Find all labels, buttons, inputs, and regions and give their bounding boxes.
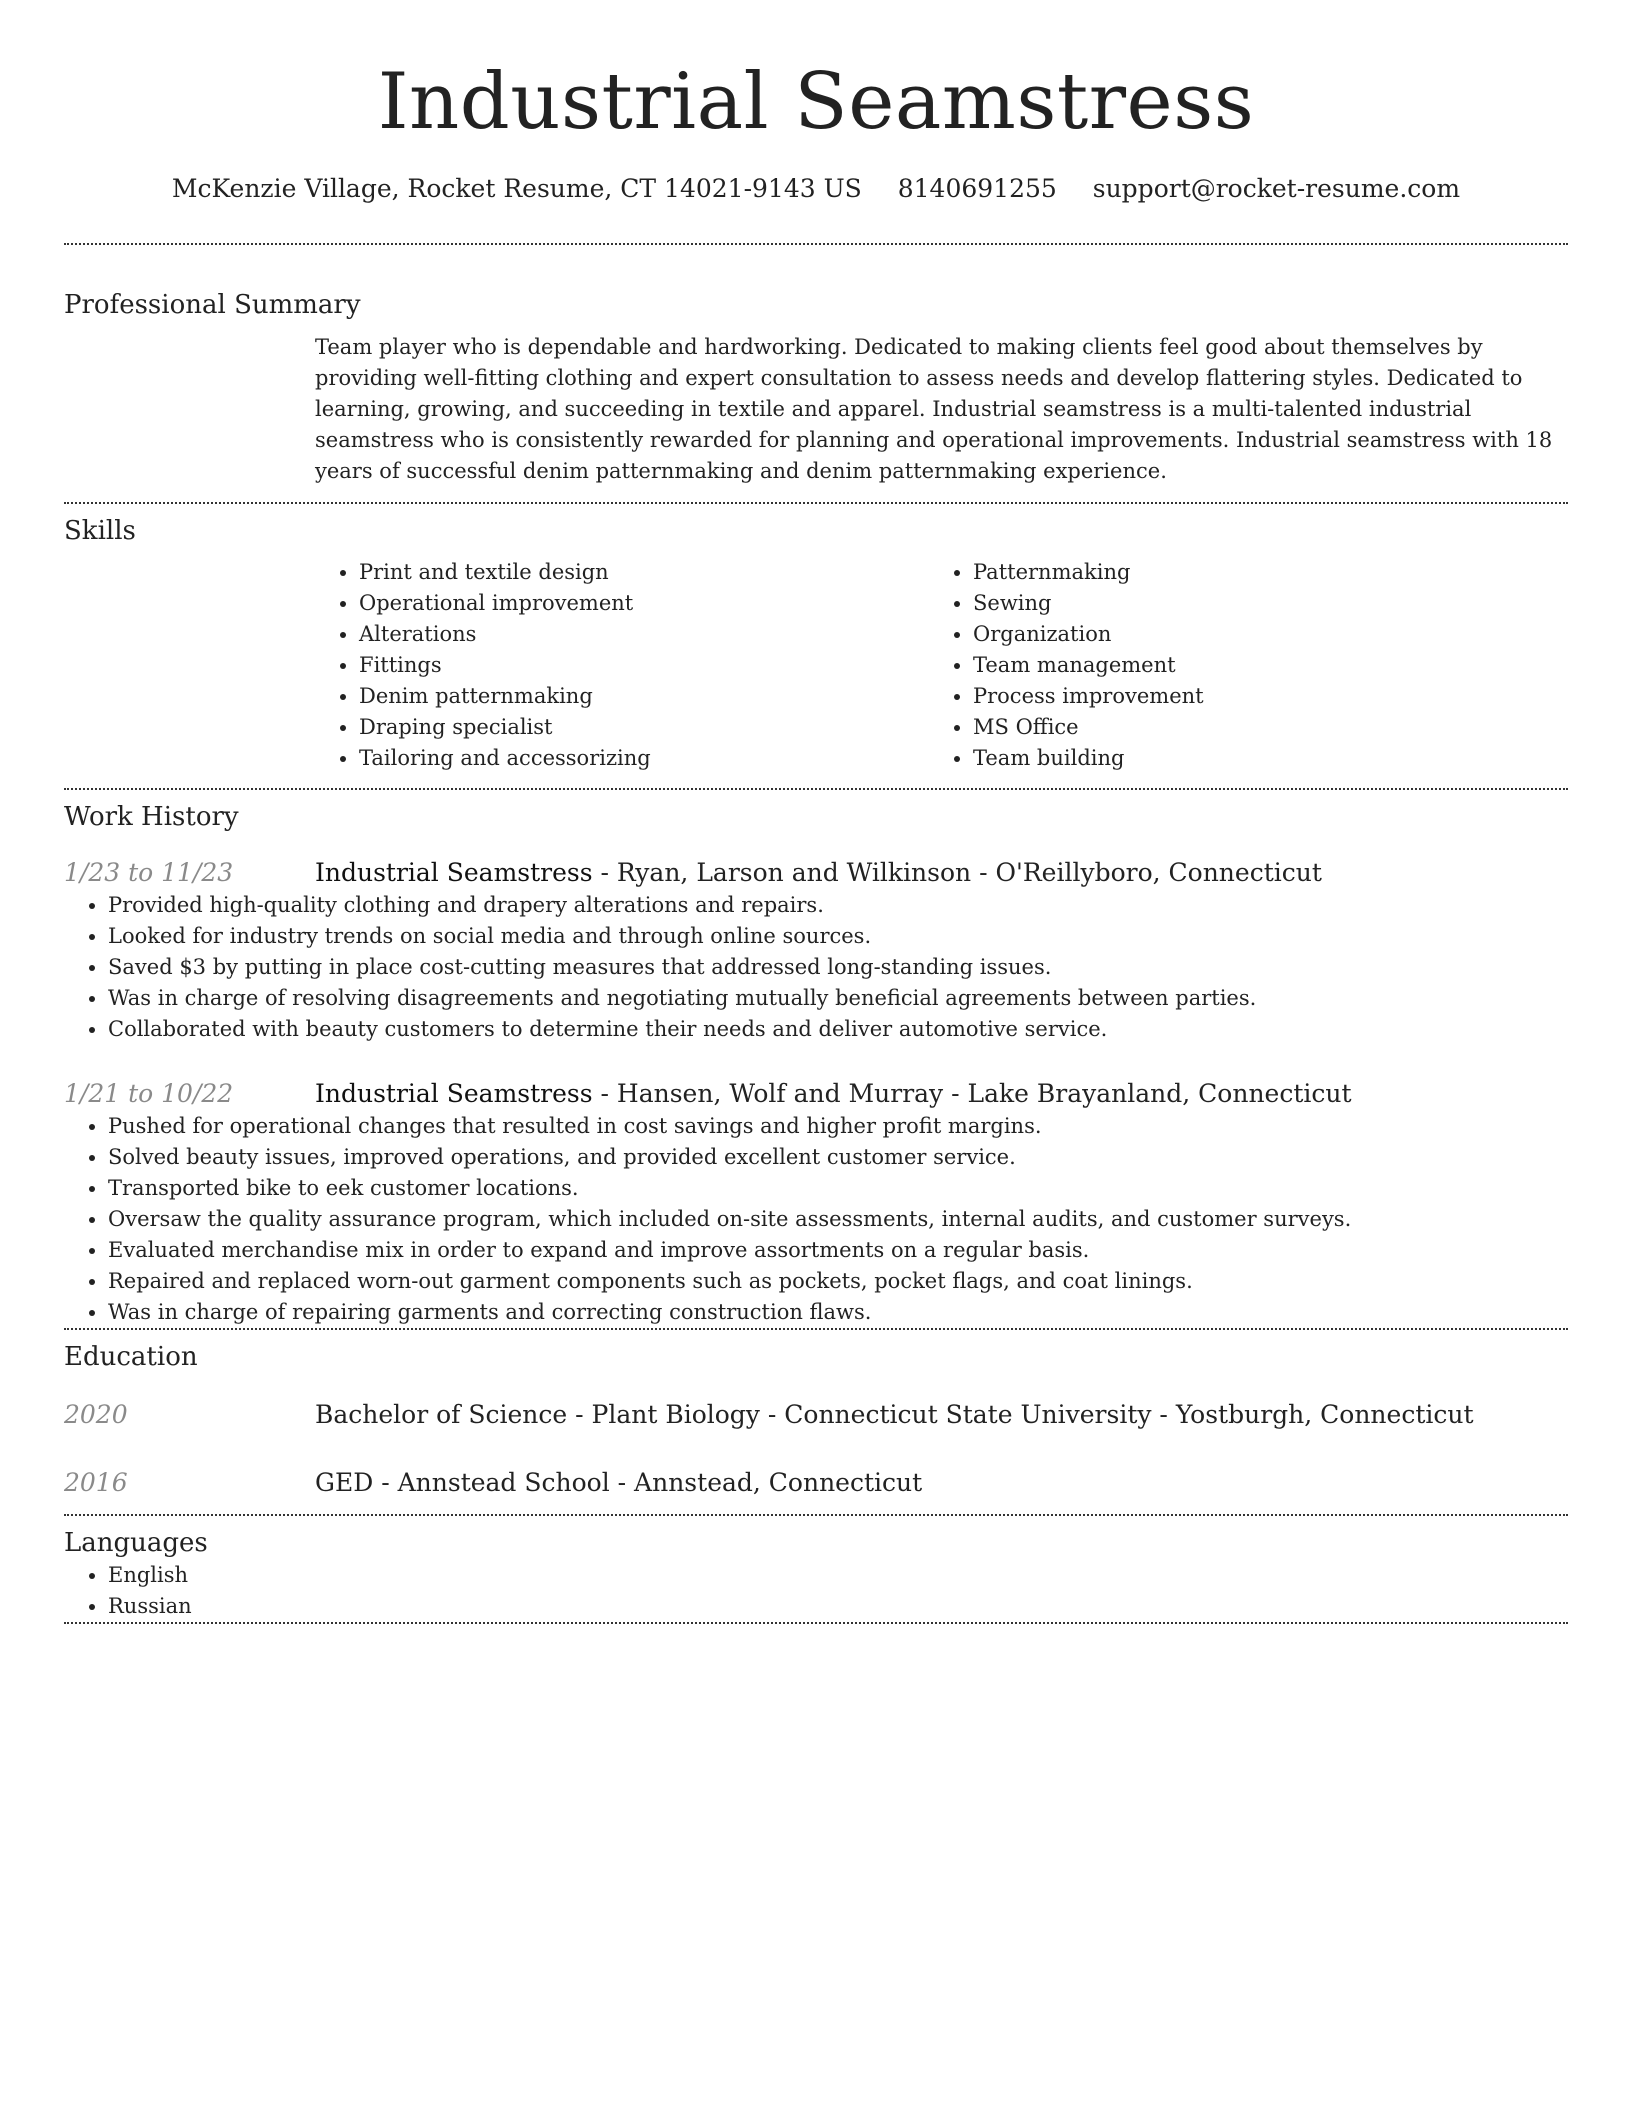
skill-item: • Alterations	[359, 619, 929, 650]
section-divider	[64, 243, 1568, 245]
skills-section-title: Skills	[64, 516, 136, 546]
skill-item: • Sewing	[973, 588, 1543, 619]
education-heading: GED - Annstead School - Annstead, Connecticut	[315, 1468, 923, 1497]
job-role: Industrial Seamstress	[315, 858, 593, 887]
skill-item: • Fittings	[359, 650, 929, 681]
skill-item: • Print and textile design	[359, 557, 929, 588]
skills-column-right	[929, 557, 1543, 774]
job-bullet: • Oversaw the quality assurance program, which included on-site assessments, internal audits, and customer surveys.	[108, 1204, 1568, 1235]
section-divider	[64, 1622, 1568, 1624]
skill-item: • Patternmaking	[973, 557, 1543, 588]
job-bullet: • Provided high-quality clothing and drapery alterations and repairs.	[108, 890, 1568, 921]
education-entry	[64, 1398, 1568, 1432]
education-year: 2016	[64, 1468, 128, 1497]
job-bullets	[64, 1111, 1568, 1328]
section-divider	[64, 788, 1568, 790]
job-role: Industrial Seamstress	[315, 1079, 593, 1108]
language-item: • English	[108, 1560, 1568, 1591]
skills-list	[315, 557, 1568, 774]
section-divider	[64, 1328, 1568, 1330]
section-divider	[64, 502, 1568, 504]
job-heading	[315, 856, 1322, 890]
job-bullet: • Evaluated merchandise mix in order to expand and improve assortments on a regular basis.	[108, 1235, 1568, 1266]
skill-item: • Denim patternmaking	[359, 681, 929, 712]
job-bullet: • Looked for industry trends on social media and through online sources.	[108, 921, 1568, 952]
resume-name: Industrial Seamstress	[377, 57, 1255, 147]
job-bullet: • Pushed for operational changes that resulted in cost savings and higher profit margins.	[108, 1111, 1568, 1142]
skill-item: • Team management	[973, 650, 1543, 681]
skill-item: • Tailoring and accessorizing	[359, 743, 929, 774]
languages-list	[64, 1560, 1568, 1622]
resume-page	[64, 0, 1568, 1624]
education-heading: Bachelor of Science - Plant Biology - Connecticut State University - Yostburgh, Connecticut	[315, 1400, 1474, 1429]
skill-item: • Operational improvement	[359, 588, 929, 619]
summary-section-title: Professional Summary	[64, 290, 361, 320]
job-entry	[64, 1077, 1568, 1111]
job-entry	[64, 856, 1568, 890]
job-dates: 1/21 to 10/22	[64, 1079, 234, 1108]
skill-item: • Process improvement	[973, 681, 1543, 712]
contact-address: McKenzie Village, Rocket Resume, CT 14021-9143 US	[171, 174, 862, 203]
job-bullet: • Was in charge of repairing garments and correcting construction flaws.	[108, 1297, 1568, 1328]
language-item: • Russian	[108, 1591, 1568, 1622]
skill-item: • Organization	[973, 619, 1543, 650]
contact-line	[64, 172, 1568, 206]
skills-column-left	[315, 557, 929, 774]
job-bullet: • Solved beauty issues, improved operations, and provided excellent customer service.	[108, 1142, 1568, 1173]
job-bullet: • Repaired and replaced worn-out garment components such as pockets, pocket flags, and coat linings.	[108, 1266, 1568, 1297]
education-year: 2020	[64, 1400, 128, 1429]
job-bullet: • Transported bike to eek customer locations.	[108, 1173, 1568, 1204]
contact-phone: 8140691255	[897, 174, 1057, 203]
job-details: - Ryan, Larson and Wilkinson - O'Reillyboro, Connecticut	[592, 858, 1322, 887]
work-section-title: Work History	[64, 802, 239, 832]
summary-text: Team player who is dependable and hardworking. Dedicated to making clients feel good about themselves by providing well-fitting clothing and expert consultation to assess needs and develop flattering styles. Dedicated to learning, growing, and succeeding in textile and apparel. Industrial seamstress is a multi-talented industrial seamstress who is consistently rewarded for planning and operational improvements. Industrial seamstress with 18 years of successful denim patternmaking and denim patternmaking experience.	[315, 335, 1553, 483]
job-details: - Hansen, Wolf and Murray - Lake Brayanland, Connecticut	[592, 1079, 1352, 1108]
education-entry	[64, 1466, 1568, 1500]
job-dates: 1/23 to 11/23	[64, 858, 234, 887]
section-divider	[64, 1514, 1568, 1516]
skill-item: • Team building	[973, 743, 1543, 774]
job-bullet: • Collaborated with beauty customers to determine their needs and deliver automotive service.	[108, 1014, 1568, 1045]
skill-item: • Draping specialist	[359, 712, 929, 743]
education-section-title: Education	[64, 1342, 198, 1372]
job-heading	[315, 1077, 1352, 1111]
job-bullet: • Was in charge of resolving disagreements and negotiating mutually beneficial agreements between parties.	[108, 983, 1568, 1014]
job-bullets	[64, 890, 1568, 1045]
job-bullet: • Saved $3 by putting in place cost-cutting measures that addressed long-standing issues.	[108, 952, 1568, 983]
languages-section-title: Languages	[64, 1528, 208, 1558]
contact-email: support@rocket-resume.com	[1092, 174, 1461, 203]
skill-item: • MS Office	[973, 712, 1543, 743]
